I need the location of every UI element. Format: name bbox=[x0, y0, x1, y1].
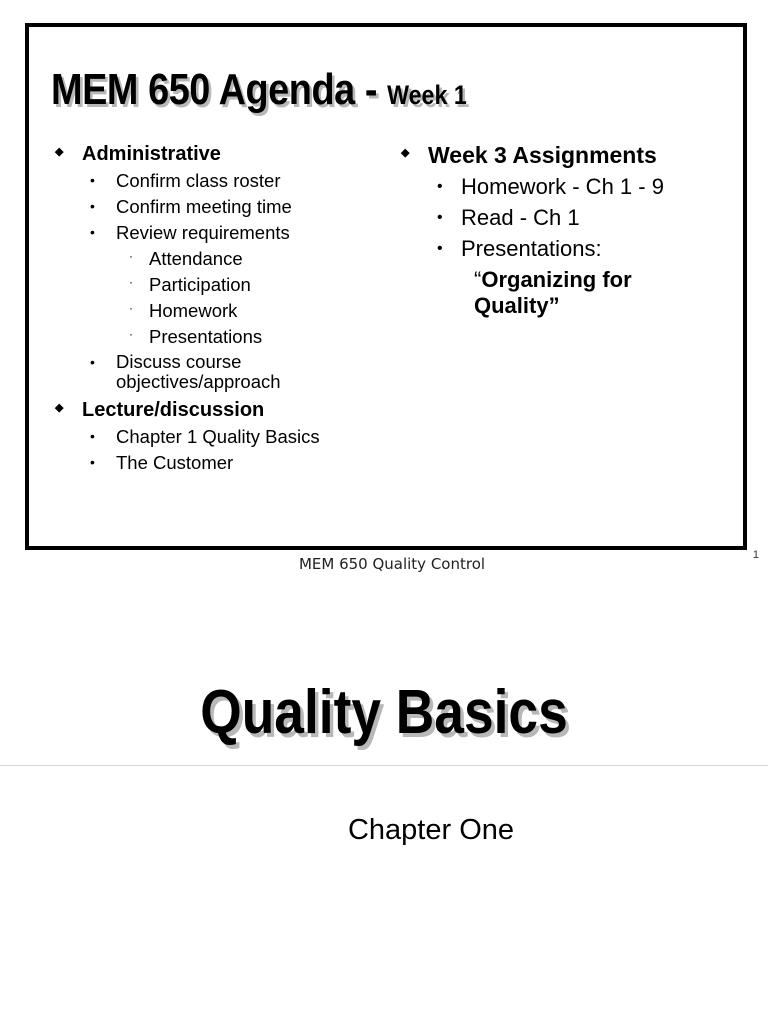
agenda-right-column bbox=[401, 140, 731, 319]
presentation-title-text: Organizing for Quality” bbox=[474, 267, 632, 318]
slide-footer: MEM 650 Quality Control bbox=[298, 555, 486, 573]
small-dot-bullet-icon: · bbox=[129, 327, 133, 341]
open-quote: “ bbox=[474, 267, 482, 292]
dot-bullet-icon: • bbox=[437, 240, 443, 257]
list-item: · Attendance bbox=[129, 248, 243, 269]
slide-2-title: Quality Basics bbox=[200, 678, 568, 747]
list-item: · Presentations bbox=[129, 326, 263, 347]
dot-bullet-icon: • bbox=[90, 224, 95, 240]
diamond-bullet-icon: ◆ bbox=[55, 146, 64, 158]
list-item: • Discuss course objectives/approach bbox=[90, 351, 281, 392]
agenda-item-administrative bbox=[55, 141, 385, 167]
agenda-item-label: Week 3 Assignments bbox=[428, 142, 657, 168]
divider bbox=[0, 765, 768, 766]
agenda-item-week3 bbox=[401, 140, 731, 170]
agenda-item-label: Administrative bbox=[82, 143, 221, 165]
dot-bullet-icon: • bbox=[437, 209, 443, 226]
list-item: • Confirm meeting time bbox=[90, 196, 292, 217]
presentation-title bbox=[401, 267, 674, 319]
dot-bullet-icon: • bbox=[90, 198, 95, 214]
slide-2-subtitle: Chapter One bbox=[347, 814, 515, 846]
diamond-bullet-icon: ◆ bbox=[401, 147, 410, 159]
list-item: • Chapter 1 Quality Basics bbox=[90, 426, 320, 447]
dot-bullet-icon: • bbox=[437, 178, 443, 195]
agenda-item-label: Lecture/discussion bbox=[82, 399, 265, 421]
list-item: · Participation bbox=[129, 274, 251, 295]
list-item: • Read - Ch 1 bbox=[437, 205, 580, 230]
agenda-left-column bbox=[55, 141, 385, 478]
small-dot-bullet-icon: · bbox=[129, 301, 133, 315]
dot-bullet-icon: • bbox=[90, 428, 95, 444]
dot-bullet-icon: • bbox=[90, 454, 95, 470]
list-item: • Confirm class roster bbox=[90, 170, 281, 191]
list-item: · Homework bbox=[129, 300, 238, 321]
agenda-item-lecture bbox=[55, 397, 385, 423]
slide-1 bbox=[25, 23, 747, 550]
small-dot-bullet-icon: · bbox=[129, 249, 133, 263]
small-dot-bullet-icon: · bbox=[129, 275, 133, 289]
diamond-bullet-icon: ◆ bbox=[55, 402, 64, 414]
slide-title bbox=[51, 65, 467, 115]
page-number: 1 bbox=[752, 549, 759, 561]
dot-bullet-icon: • bbox=[90, 354, 95, 370]
slide-title-week: Week 1 bbox=[387, 80, 467, 110]
slide-title-main: MEM 650 Agenda - bbox=[51, 65, 388, 114]
list-item: • Presentations: bbox=[437, 236, 602, 261]
list-item: • The Customer bbox=[90, 452, 234, 473]
dot-bullet-icon: • bbox=[90, 172, 95, 188]
list-item: • Homework - Ch 1 - 9 bbox=[437, 174, 664, 199]
list-item: • Review requirements bbox=[90, 222, 290, 243]
